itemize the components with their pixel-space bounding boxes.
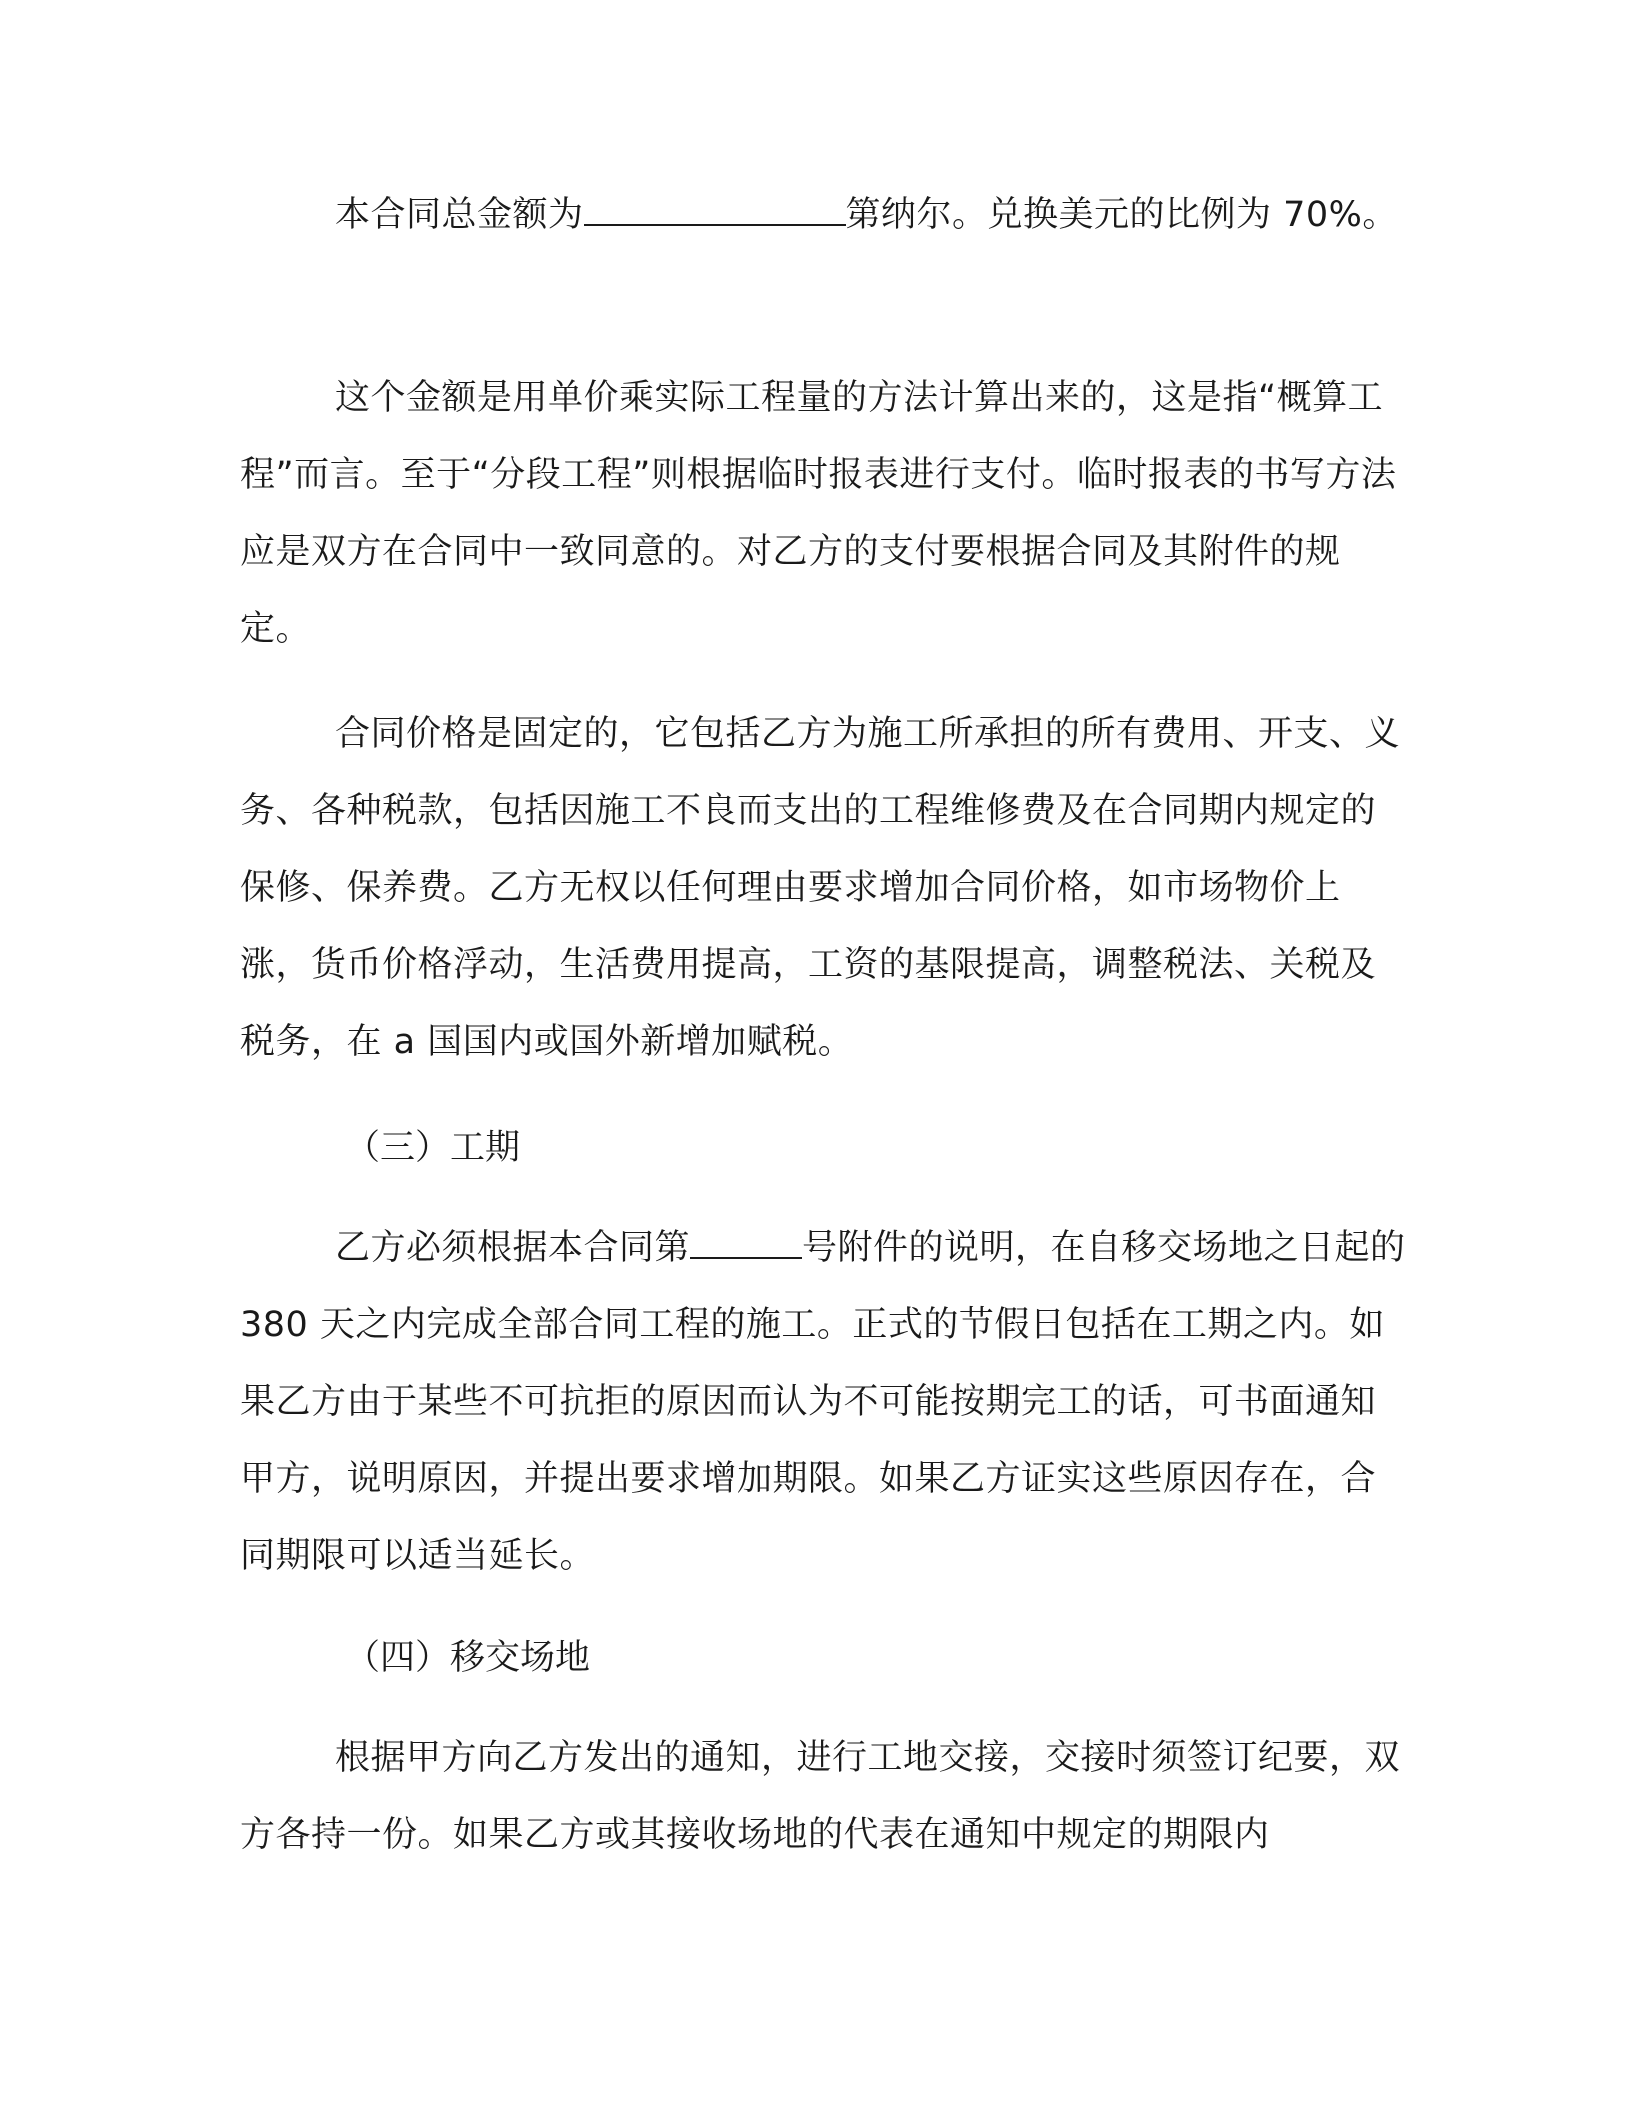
- paragraph-text: 乙方必须根据本合同第: [335, 1228, 691, 1268]
- section-heading-site-handover: （四）移交场地: [345, 1638, 591, 1678]
- paragraph-calculation-method: 这个金额是用单价乘实际工程量的方法计算出来的，这是指“概算工程”而言。至于“分段工程”则根据临时报表进行支付。临时报表的书写方法应是双方在合同中一致同意的。对乙方的支付要根据合同及其附件的规定。: [240, 378, 1397, 649]
- paragraph-schedule: [240, 1210, 1410, 1595]
- paragraph-text: 第纳尔。兑换美元的比例为 70%。: [845, 195, 1398, 235]
- paragraph-contract-amount: [240, 177, 1410, 254]
- amount-blank-line: [584, 194, 846, 226]
- paragraph-site-handover: 根据甲方向乙方发出的通知，进行工地交接，交接时须签订纪要，双方各持一份。如果乙方或其接收场地的代表在通知中规定的期限内: [240, 1738, 1401, 1855]
- paragraph-text: 号附件的说明，在自移交场地之日起的 380 天之内完成全部合同工程的施工。正式的节假日包括在工期之内。如果乙方由于某些不可抗拒的原因而认为不可能按期完工的话，可书面通知甲方，说明原因，并提出要求增加期限。如果乙方证实这些原因存在，合同期限可以适当延长。: [240, 1228, 1406, 1576]
- paragraph-fixed-price: 合同价格是固定的，它包括乙方为施工所承担的所有费用、开支、义务、各种税款，包括因施工不良而支出的工程维修费及在合同期内规定的保修、保养费。乙方无权以任何理由要求增加合同价格，如市场物价上涨，货币价格浮动，生活费用提高，工资的基限提高，调整税法、关税及税务，在 a 国国内或国外新增加赋税。: [240, 714, 1401, 1062]
- paragraph-text: 本合同总金额为: [335, 195, 584, 235]
- appendix-number-blank-line: [690, 1227, 802, 1259]
- section-heading-schedule: （三）工期: [345, 1128, 521, 1168]
